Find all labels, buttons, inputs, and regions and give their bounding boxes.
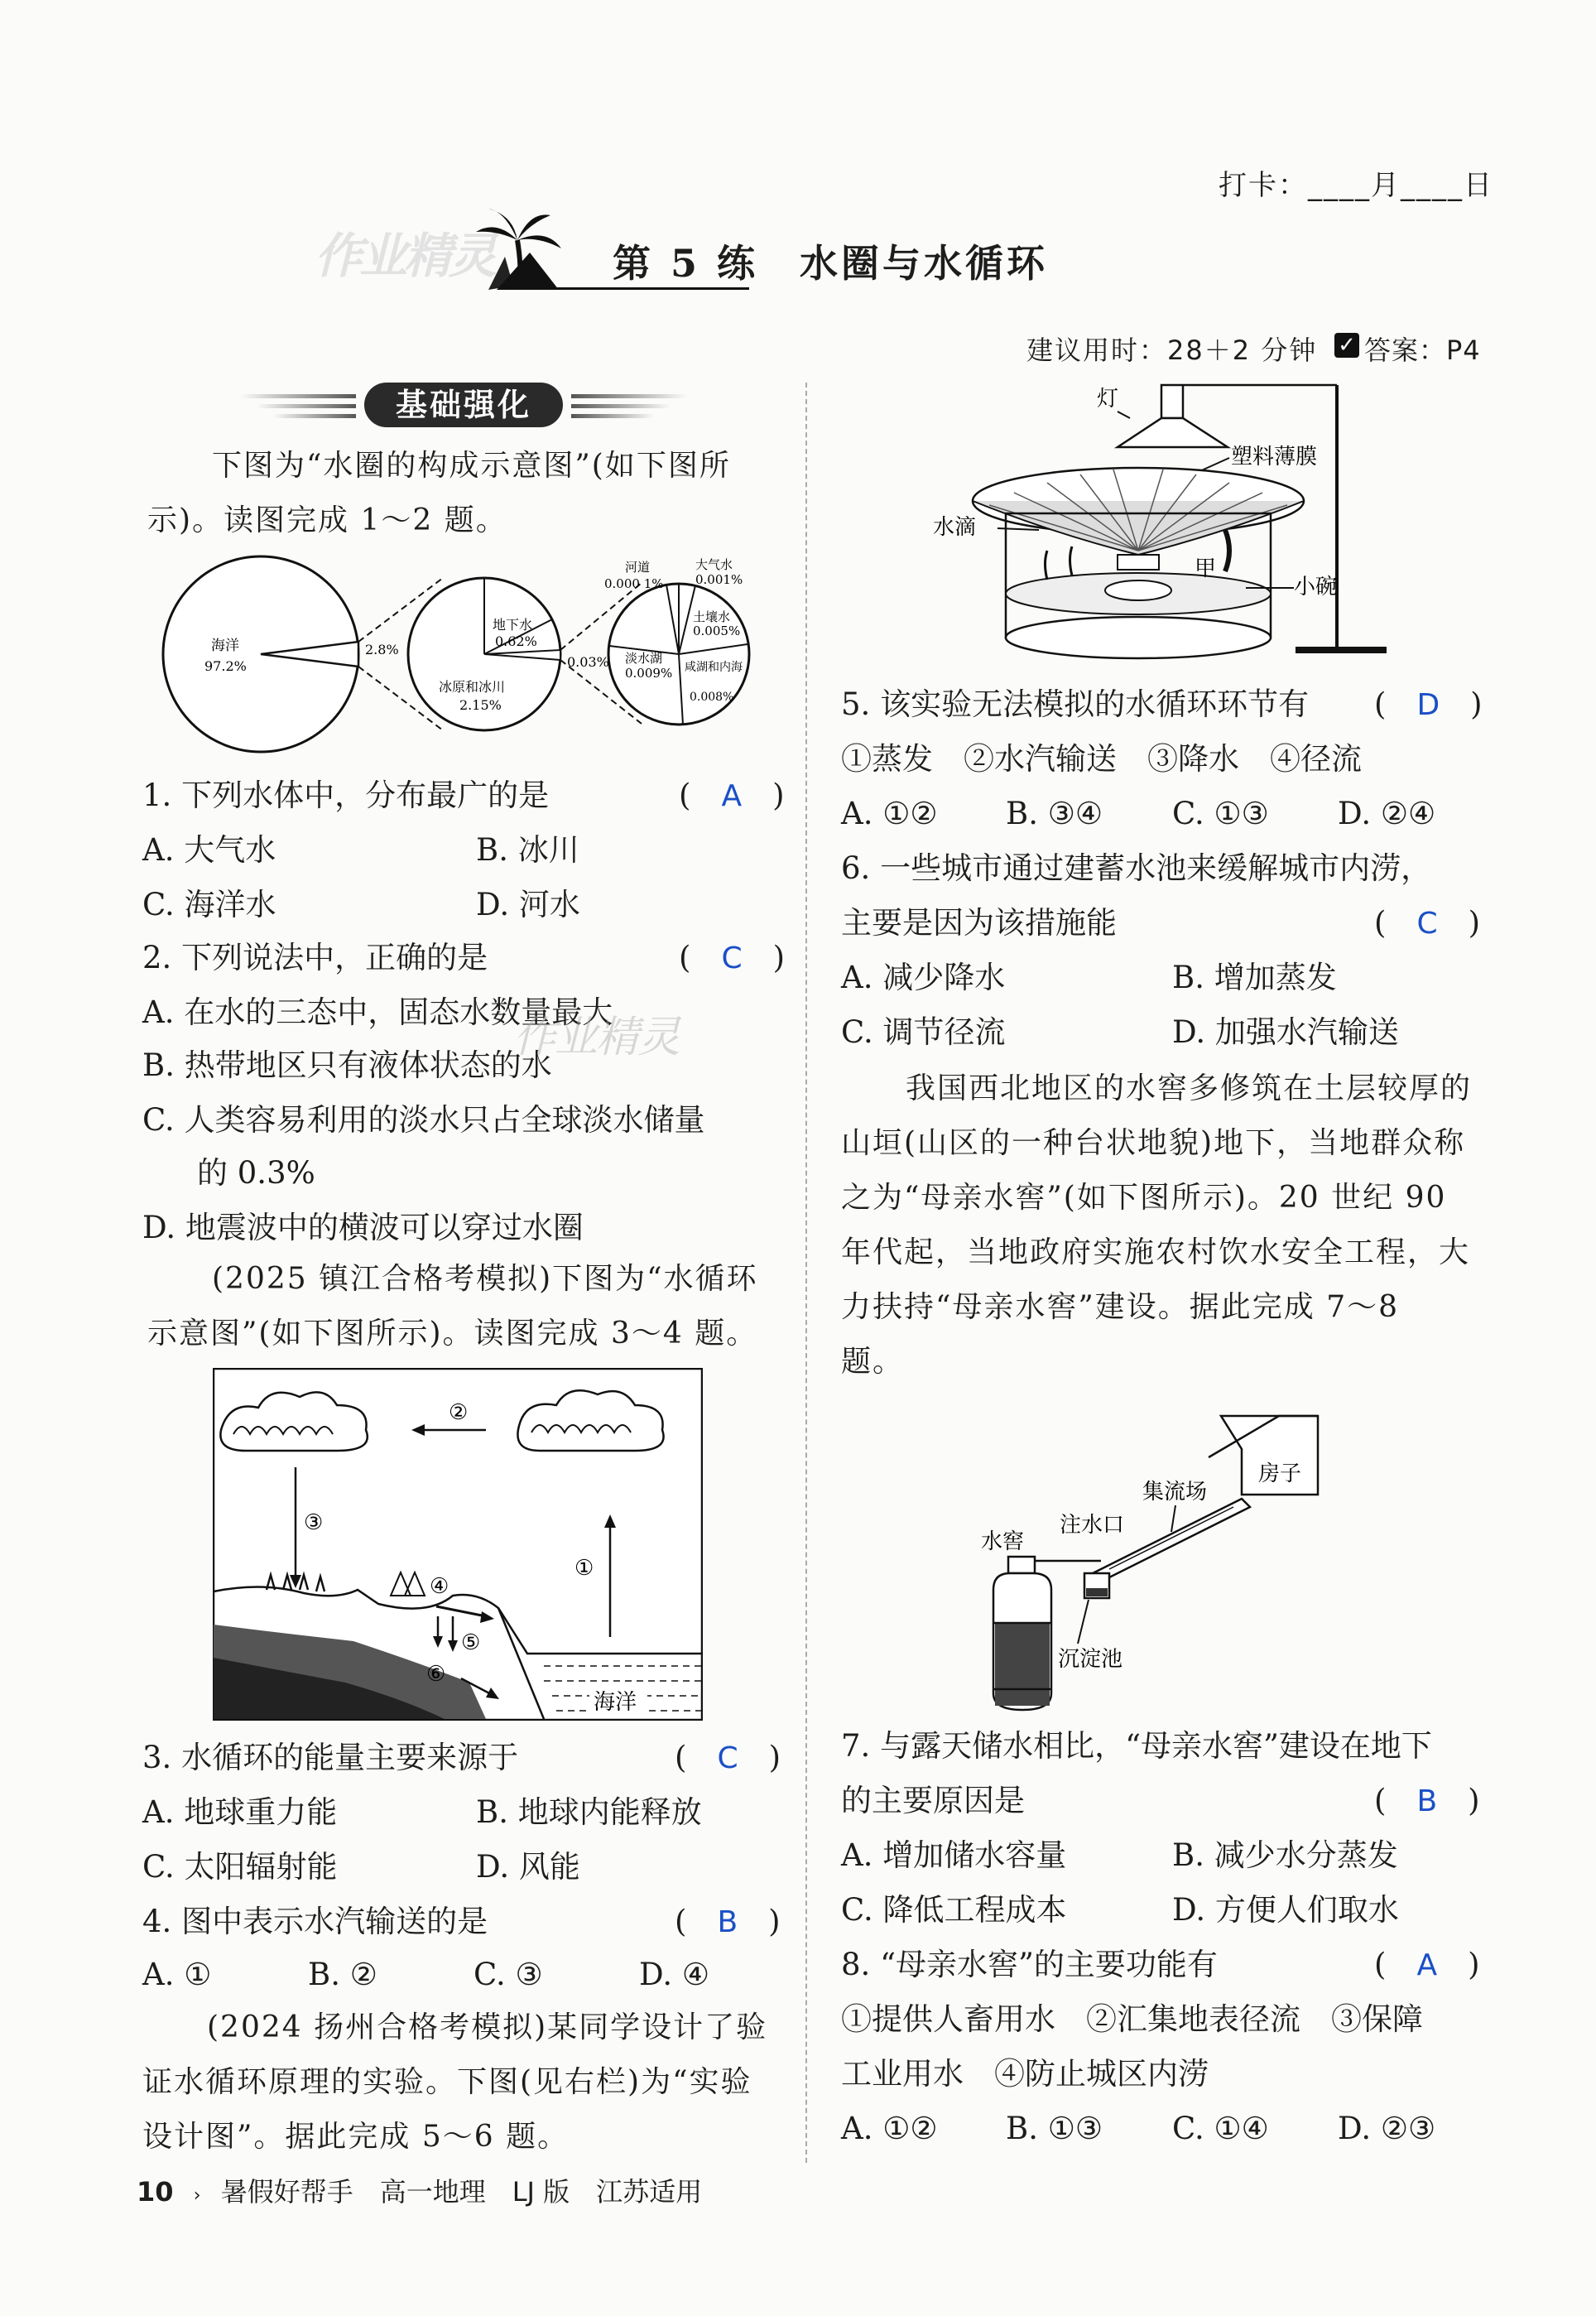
label-drops: 水滴 [933,515,977,540]
answer-ref: 答案：P4 [1364,335,1481,366]
value-mid-gap: 0.03% [567,654,609,670]
value-river: 0.000 1% [604,576,664,591]
checkin-label: 打卡： [1219,169,1308,202]
title-underline [542,287,749,290]
items-8-cont: 工业用水 ④防止城区内涝 [841,2056,1209,2092]
question-3: 3. 水循环的能量主要来源于 [142,1740,519,1775]
label-freshlake: 淡水湖 [625,651,663,666]
month-label: 月 [1371,169,1401,202]
label-film: 塑料薄膜 [1231,445,1318,469]
question-7: 7. 与露天储水相比，“母亲水窖”建设在地下 [841,1728,1432,1764]
value-freshlake: 0.009% [625,666,673,681]
option-2c-cont: 的 0.3% [197,1155,315,1191]
label-jia: 甲 [1195,556,1217,581]
label-ocean: 海洋 [211,638,239,654]
label-inlet: 注水口 [1060,1513,1125,1538]
answer-1: ( A ) [679,778,785,813]
items-5: ①蒸发 ②水汽输送 ③降水 ④径流 [841,741,1362,777]
option-4d: D. ④ [639,1957,710,1992]
option-2c: C. 人类容易利用的淡水只占全球淡水储量 [142,1102,705,1138]
label-ice: 冰原和冰川 [439,679,506,695]
footer [137,2171,702,2209]
label-lamp: 灯 [1097,387,1119,412]
option-7c: C. 降低工程成本 [841,1892,1067,1928]
option-8a: A. ①② [841,2111,938,2146]
intro-3-4: (2025 镇江合格考模拟)下图为“水循环示意图”(如下图所示)。读图完成 3～4 题。 [147,1262,758,1351]
label-catchment: 集流场 [1142,1480,1208,1505]
check-icon: ✓ [1334,333,1359,358]
column-divider [805,383,807,2163]
question-4: 4. 图中表示水汽输送的是 [142,1904,488,1939]
option-3a: A. 地球重力能 [142,1794,338,1830]
option-1b: B. 冰川 [476,832,579,868]
option-3b: B. 地球内能释放 [476,1794,702,1830]
answer-2: ( C ) [679,940,786,975]
page-number: 10 [137,2176,174,2208]
option-7a: A. 增加储水容量 [841,1837,1067,1873]
day-label: 日 [1464,169,1493,202]
option-5a: A. ①② [841,796,938,831]
intro-5-6: (2024 扬州合格考模拟)某同学设计了验证水循环原理的实验。下图(见右栏)为“实验设计图”。据此完成 5～6 题。 [142,2010,768,2154]
label-4: ④ [430,1574,449,1599]
answer-8: ( A ) [1374,1947,1480,1982]
option-8b: B. ①③ [1006,2111,1103,2146]
answer-6: ( C ) [1374,905,1481,941]
option-3d: D. 风能 [476,1849,580,1885]
question-7-cont: 的主要原因是 [841,1783,1025,1818]
watermark-logo: 作业精灵 [315,228,494,284]
label-saltlake: 咸湖和内海 [685,661,743,674]
question-2: 2. 下列说法中，正确的是 [142,940,488,975]
label-3: ③ [304,1510,324,1535]
answer-7: ( B ) [1374,1783,1480,1818]
question-8: 8. “母亲水窖”的主要功能有 [841,1947,1218,1982]
label-soil: 土壤水 [693,609,731,624]
footer-arrow-icon: › [193,2185,201,2206]
value-groundwater: 0.62% [495,633,537,649]
option-6b: B. 增加蒸发 [1172,960,1337,995]
option-2d: D. 地震波中的横波可以穿过水圈 [142,1210,584,1245]
option-7b: B. 减少水分蒸发 [1172,1837,1398,1873]
option-4b: B. ② [308,1957,377,1992]
option-6c: C. 调节径流 [841,1014,1006,1050]
label-cellar: 水窖 [981,1529,1025,1554]
label-sea: 海洋 [594,1690,637,1715]
question-5: 5. 该实验无法模拟的水循环环节有 [841,686,1310,722]
option-7d: D. 方便人们取水 [1172,1892,1399,1928]
experiment-diagram [931,377,1395,667]
label-groundwater: 地下水 [493,617,533,633]
intro-1-2: 下图为“水圈的构成示意图”(如下图所示)。读图完成 1～2 题。 [147,449,731,537]
label-atmos: 大气水 [695,557,733,572]
option-8c: C. ①④ [1172,2111,1269,2146]
answer-3: ( C ) [675,1740,781,1775]
checkin: 打卡：____月____日 [1219,169,1493,202]
option-5d: D. ②④ [1338,796,1436,831]
option-2a: A. 在水的三态中，固态水数量最大 [142,994,613,1030]
label-1: ① [574,1556,594,1581]
question-6: 6. 一些城市通过建蓄水池来缓解城市内涝， [841,850,1432,886]
book-info: 暑假好帮手 高一地理 LJ 版 江苏适用 [220,2176,703,2208]
hydrosphere-pie-diagram [161,546,766,762]
question-1: 1. 下列水体中，分布最广的是 [142,778,550,813]
option-2b: B. 热带地区只有液体状态的水 [142,1047,552,1083]
option-3c: C. 太阳辐射能 [142,1849,338,1885]
label-6: ⑥ [426,1662,446,1687]
option-5c: C. ①③ [1172,796,1269,831]
water-cycle-diagram [213,1368,703,1721]
items-8: ①提供人畜用水 ②汇集地表径流 ③保障 [841,2001,1423,2037]
answer-4: ( B ) [675,1904,781,1939]
value-ice: 2.15% [459,697,502,713]
option-4c: C. ③ [474,1957,543,1992]
intro-7-8: 我国西北地区的水窖多修筑在土层较厚的山垣(山区的一种台状地貌)地下，当地群众称之为“母亲水窖”(如下图所示)。20 世纪 90 年代起，当地政府实施农村饮水安全工程，大力扶持“母亲水窖”建设。据此完成 7～8 题。 [841,1071,1473,1379]
answer-5: ( D ) [1374,686,1483,722]
label-bowl: 小碗 [1294,575,1338,599]
option-6d: D. 加强水汽输送 [1172,1014,1399,1050]
option-1d: D. 河水 [476,887,580,922]
option-8d: D. ②③ [1338,2111,1436,2146]
label-settling: 沉淀池 [1058,1647,1123,1672]
palm-tree-icon [472,207,563,290]
watermark-center: 作业精灵 [513,1013,680,1062]
suggested-time: 建议用时：28＋2 分钟 [1026,335,1318,366]
value-saltlake: 0.008% [690,691,734,704]
lesson-title: 第 5 练 水圈与水循环 [613,241,1049,286]
value-soil: 0.005% [693,624,741,638]
label-2: ② [449,1400,469,1425]
option-1c: C. 海洋水 [142,887,276,922]
option-4a: A. ① [142,1957,212,1992]
question-6-cont: 主要是因为该措施能 [841,905,1117,941]
label-house: 房子 [1258,1461,1302,1486]
value-atmos: 0.001% [695,572,743,587]
value-ocean: 97.2% [204,658,247,674]
label-river: 河道 [625,560,651,575]
section-banner [240,383,687,429]
value-big-gap: 2.8% [365,642,399,657]
label-5: ⑤ [461,1630,481,1655]
option-6a: A. 减少降水 [841,960,1006,995]
cellar-diagram [977,1408,1324,1722]
option-5b: B. ③④ [1006,796,1103,831]
section-title: 基础强化 [364,383,563,427]
option-1a: A. 大气水 [142,832,276,868]
